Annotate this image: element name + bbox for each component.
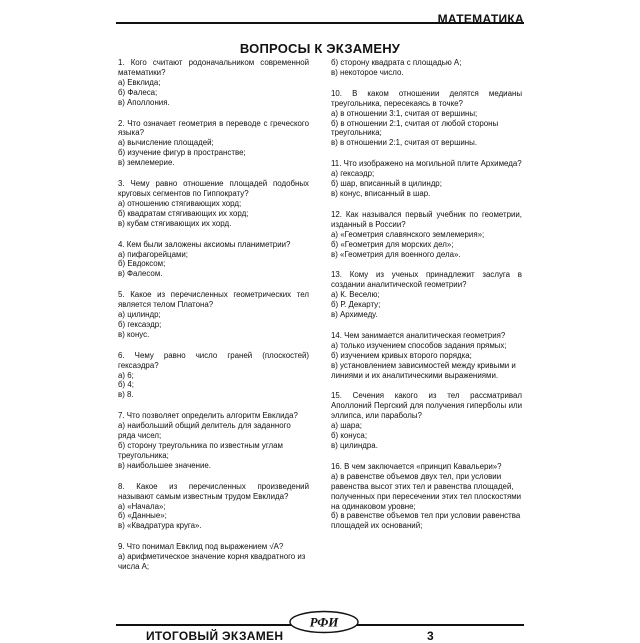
answer-option: а) К. Веселю; bbox=[331, 290, 380, 300]
question-item bbox=[118, 179, 309, 229]
answer-option: в) землемерие. bbox=[118, 158, 175, 168]
answer-option: б) «Геометрия для морских дел»; bbox=[331, 239, 454, 249]
answer-option: в) кубам стягивающих их хорд. bbox=[118, 218, 232, 228]
question-text: 7. Что позволяет определить алгоритм Евклида? bbox=[118, 411, 298, 421]
answer-option: а) отношению стягивающих хорд; bbox=[118, 198, 242, 208]
question-text: 12. Как назывался первый учебник по геометрии, изданный в России? bbox=[331, 209, 522, 229]
answer-option: а) 6; bbox=[118, 370, 134, 380]
question-text: 8. Какое из перечисленных произведений называют самым известным трудом Евклида? bbox=[118, 481, 309, 501]
logo-icon bbox=[288, 610, 360, 634]
page-header bbox=[0, 0, 640, 32]
question-item bbox=[331, 391, 522, 450]
answer-option: б) сторону треугольника по известным углам треугольника; bbox=[118, 441, 283, 460]
answer-option: в) Архимеду. bbox=[331, 310, 378, 320]
answer-option: б) 4; bbox=[118, 380, 134, 390]
answer-option: в) конус, вписанный в шар. bbox=[331, 188, 431, 198]
question-text: 3. Чему равно отношение площадей подобных круговых сегментов по Гиппократу? bbox=[118, 179, 309, 198]
question-text: 14. Чем занимается аналитическая геометрия? bbox=[331, 330, 506, 340]
answer-option: а) «Геометрия славянского землемерия»; bbox=[331, 229, 485, 239]
question-text: 15. Сечения какого из тел рассматривал Аполлоний Пергский для получения гиперболы или эллипса, или параболы? bbox=[331, 391, 522, 421]
question-text: 2. Что означает геометрия в переводе с греческого языка? bbox=[118, 118, 309, 138]
question-item bbox=[331, 331, 522, 381]
answer-option: б) конуса; bbox=[331, 431, 368, 441]
question-text: 1. Кого считают родоначальником современной математики? bbox=[118, 58, 309, 77]
answer-option: в) некоторое число. bbox=[331, 67, 404, 77]
question-item bbox=[118, 58, 309, 108]
answer-option: б) в равенстве объемов тел при условии равенства площадей их оснований; bbox=[331, 511, 521, 531]
answer-option: б) «Данные»; bbox=[118, 511, 167, 521]
answer-option: в) наибольшее значение. bbox=[118, 460, 211, 470]
answer-option: а) «Начала»; bbox=[118, 501, 166, 511]
answer-option: а) цилиндр; bbox=[118, 310, 161, 320]
answer-option: в) Аполлония. bbox=[118, 97, 170, 107]
answer-option: б) в отношении 2:1, считая от любой стороны треугольника; bbox=[331, 118, 499, 138]
question-text: 6. Чему равно число граней (плоскостей) гексаэдра? bbox=[118, 350, 309, 370]
answer-option: б) Фалеса; bbox=[118, 87, 158, 97]
answer-option: в) конус. bbox=[118, 329, 150, 339]
page-title: ВОПРОСЫ К ЭКЗАМЕНУ bbox=[239, 41, 401, 56]
question-text: 10. В каком отношении делятся медианы треугольника, пересекаясь в точке? bbox=[331, 88, 522, 108]
answer-option: а) только изучением способов задания прямых; bbox=[331, 340, 507, 350]
question-item bbox=[118, 119, 309, 169]
answer-option: в) цилиндра. bbox=[331, 441, 378, 450]
left-column bbox=[118, 58, 309, 583]
footer-label: ИТОГОВЫЙ ЭКЗАМЕН bbox=[146, 629, 284, 643]
question-item bbox=[118, 351, 309, 401]
question-item bbox=[331, 210, 522, 260]
answer-option: б) изучением кривых второго порядка; bbox=[331, 350, 472, 360]
question-item bbox=[331, 89, 522, 148]
answer-option: а) арифметическое значение корня квадратного из числа A; bbox=[118, 552, 306, 572]
answer-option: а) в отношении 3:1, считая от вершины; bbox=[331, 108, 478, 118]
question-item bbox=[118, 482, 309, 532]
answer-option: в) Фалесом. bbox=[118, 269, 163, 279]
question-item bbox=[331, 159, 522, 199]
publisher-logo bbox=[288, 610, 360, 634]
answer-option: а) вычисление площадей; bbox=[118, 138, 214, 148]
question-item bbox=[118, 542, 309, 572]
answer-option: в) 8. bbox=[118, 390, 134, 400]
answer-option: а) шара; bbox=[331, 421, 362, 431]
question-item bbox=[331, 58, 522, 78]
subject-label: МАТЕМАТИКА bbox=[437, 12, 524, 26]
question-item bbox=[331, 270, 522, 320]
question-item bbox=[118, 240, 309, 280]
answer-option: а) в равенстве объемов двух тел, при условии равенства высот этих тел и равенства площадей, полученных при пересечении этих тел плоскостями на одинаковом уровне; bbox=[331, 471, 522, 511]
answer-option: б) шар, вписанный в цилиндр; bbox=[331, 179, 442, 189]
answer-option: б) сторону квадрата с площадью A; bbox=[331, 58, 462, 67]
question-item bbox=[331, 462, 522, 531]
answer-option: а) наибольший общий делитель для заданного ряда чисел; bbox=[118, 421, 291, 441]
answer-option: в) установлением зависимостей между кривыми и линиями и их аналитическими выражениями. bbox=[331, 360, 516, 380]
right-column bbox=[331, 58, 522, 542]
answer-option: а) Евклида; bbox=[118, 77, 161, 87]
question-text: 16. В чем заключается «принцип Кавальери»? bbox=[331, 461, 502, 471]
question-text: 13. Кому из ученых принадлежит заслуга в создании аналитической геометрии? bbox=[331, 270, 522, 290]
answer-option: в) в отношении 2:1, считая от вершины. bbox=[331, 138, 478, 148]
answer-option: б) Евдоксом; bbox=[118, 259, 166, 269]
question-item bbox=[118, 411, 309, 470]
answer-option: б) гексаэдр; bbox=[118, 319, 162, 329]
question-text: 5. Какое из перечисленных геометрических тел является телом Платона? bbox=[118, 290, 309, 310]
question-text: 9. Что понимал Евклид под выражением √A? bbox=[118, 542, 284, 552]
answer-option: б) квадратам стягивающих их хорд; bbox=[118, 208, 249, 218]
logo-text: РФИ bbox=[309, 614, 339, 630]
answer-option: в) «Квадратура круга». bbox=[118, 521, 202, 531]
answer-option: б) изучение фигур в пространстве; bbox=[118, 148, 246, 158]
question-text: 11. Что изображено на могильной плите Архимеда? bbox=[331, 159, 522, 169]
answer-option: в) «Геометрия для военного дела». bbox=[331, 249, 461, 259]
page-footer bbox=[0, 606, 640, 643]
answer-option: а) пифагорейцами; bbox=[118, 249, 188, 259]
question-item bbox=[118, 290, 309, 340]
page-number: 3 bbox=[427, 629, 434, 643]
answer-option: а) гексаэдр; bbox=[331, 169, 375, 179]
question-text: 4. Кем были заложены аксиомы планиметрии? bbox=[118, 239, 291, 249]
answer-option: б) Р. Декарту; bbox=[331, 300, 381, 310]
